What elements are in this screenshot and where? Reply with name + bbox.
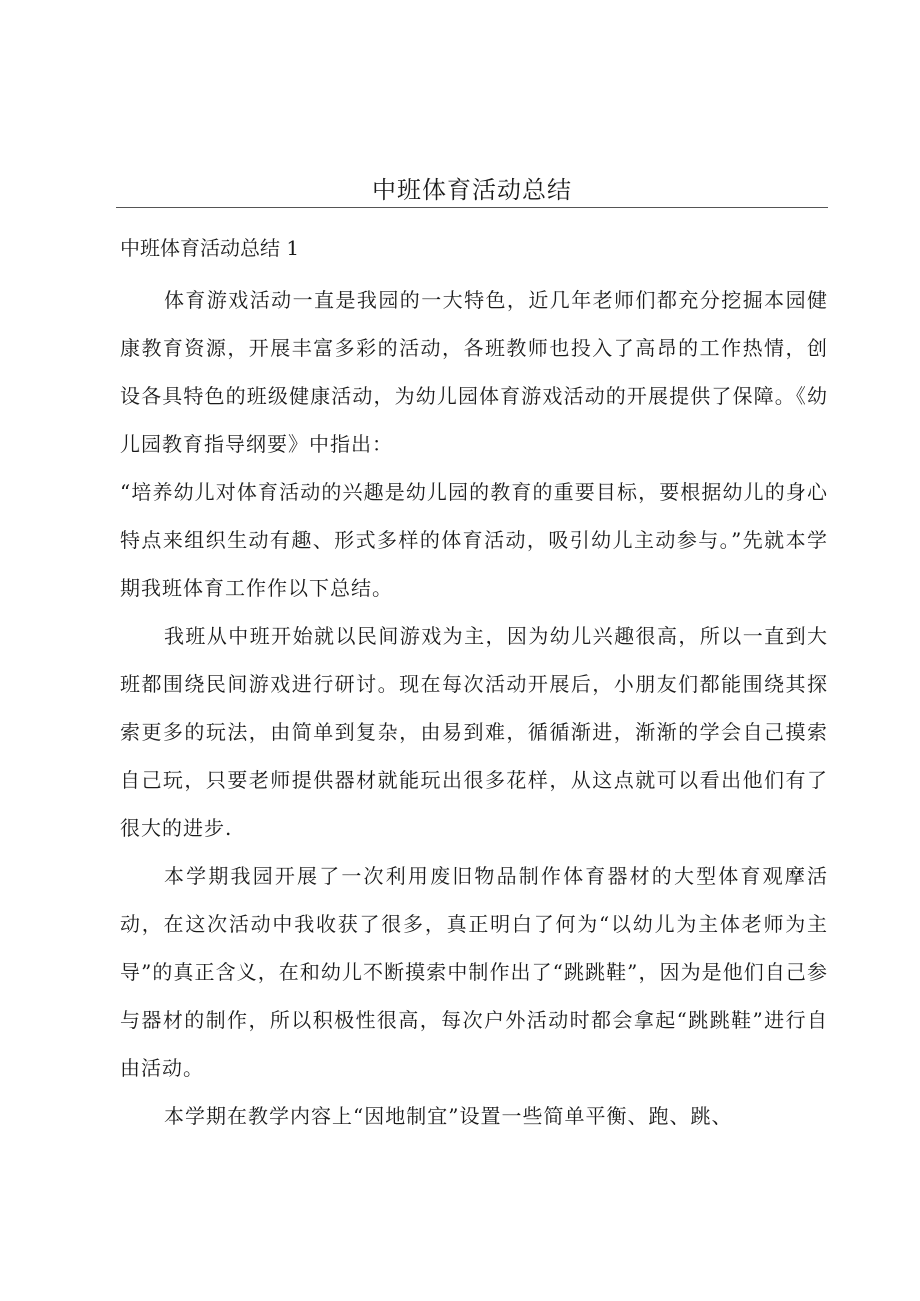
title-divider [116, 207, 828, 208]
paragraph-2-quote: “培养幼儿对体育活动的兴趣是幼儿园的教育的重要目标，要根据幼儿的身心特点来组织生动有趣、形式多样的体育活动，吸引幼儿主动参与。”先就本学期我班体育工作作以下总结。 [120, 480, 828, 600]
paragraph-3: 我班从中班开始就以民间游戏为主，因为幼儿兴趣很高，所以一直到大班都围绕民间游戏进行研讨。现在每次活动开展后，小朋友们都能围绕其探索更多的玩法，由简单到复杂，由易到难，循循渐进，渐渐的学会自己摸索自己玩，只要老师提供器材就能玩出很多花样，从这点就可以看出他们有了很大的进步. [120, 624, 828, 840]
paragraph-1: 体育游戏活动一直是我园的一大特色，近几年老师们都充分挖掘本园健康教育资源，开展丰富多彩的活动，各班教师也投入了高昂的工作热情，创设各具特色的班级健康活动，为幼儿园体育游戏活动的开展提供了保障。《幼儿园教育指导纲要》中指出： [120, 288, 828, 456]
document-title: 中班体育活动总结 [372, 176, 572, 204]
paragraph-4: 本学期我园开展了一次利用废旧物品制作体育器材的大型体育观摩活动，在这次活动中我收获了很多，真正明白了何为“以幼儿为主体老师为主导”的真正含义，在和幼儿不断摸索中制作出了“跳跳鞋”，因为是他们自己参与器材的制作，所以积极性很高，每次户外活动时都会拿起“跳跳鞋”进行自由活动。 [120, 864, 828, 1080]
section-heading: 中班体育活动总结 1 [120, 236, 300, 260]
document-body [120, 276, 828, 1140]
paragraph-5: 本学期在教学内容上“因地制宜”设置一些简单平衡、跑、跳、 [164, 1104, 733, 1128]
